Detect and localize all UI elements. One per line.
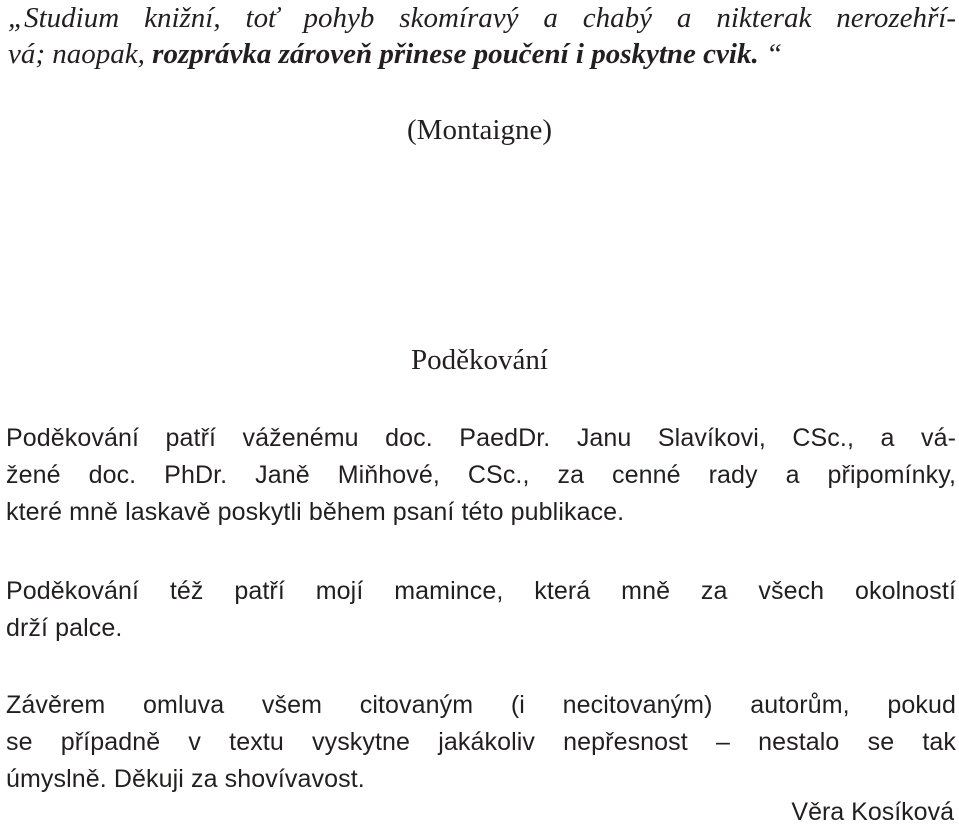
motto-line-2-plain: vá; naopak, [8,38,153,70]
motto-line-1: „Studium knižní, toť pohyb skomíravý a chabý a nikterak nerozehří- [8,2,956,34]
acknowledgement-paragraph-3 [6,687,956,798]
page-title: Poděkování [411,344,548,376]
motto-quote [8,0,956,72]
paragraph-3-line-2: se případně v textu vyskytne jakákoliv nepřesnost – nestalo se tak [6,728,956,756]
paragraph-1-line-1: Poděkování patří váženému doc. PaedDr. Janu Slavíkovi, CSc., a vá- [6,424,956,452]
motto-line-2 [8,36,956,72]
paragraph-2-line-1: Poděkování též patří mojí mamince, která mně za všech okolností [6,577,956,605]
paragraph-3-line-3: úmyslně. Děkuji za shovívavost. [6,765,365,793]
motto-closing-quote: “ [758,38,783,70]
paragraph-2-line-2: drží palce. [6,614,123,642]
acknowledgement-paragraph-2 [6,573,956,647]
motto-line-2-bold: rozprávka zároveň přinese poučení i poskytne cvik. [152,38,759,70]
paragraph-1-line-2: žené doc. PhDr. Janě Miňhové, CSc., za cenné rady a připomínky, [6,461,956,489]
paragraph-3-line-1: Závěrem omluva všem citovaným (i necitovaným) autorům, pokud [6,691,956,719]
author-signature: Věra Kosíková [791,798,954,826]
acknowledgement-paragraph-1 [6,420,956,531]
paragraph-1-line-3: které mně laskavě poskytli během psaní této publikace. [6,498,625,526]
motto-author: (Montaigne) [407,114,552,146]
